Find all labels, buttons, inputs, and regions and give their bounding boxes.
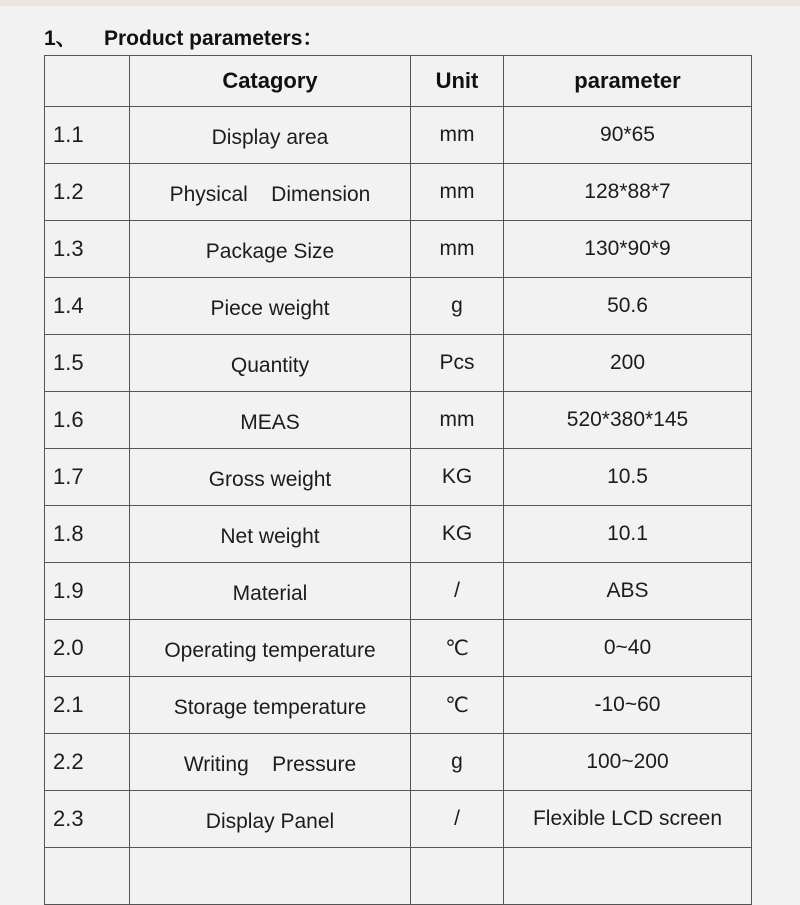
table-row xyxy=(45,278,752,335)
table-row xyxy=(45,791,752,848)
category-cell: MEAS xyxy=(130,392,411,449)
parameter-cell xyxy=(504,848,752,905)
parameter-cell: ABS xyxy=(504,563,752,620)
section-number: 1、 xyxy=(44,27,77,50)
unit-cell: mm xyxy=(411,107,504,164)
unit-cell: KG xyxy=(411,449,504,506)
table-header-row xyxy=(45,56,752,107)
row-number-cell: 1.9 xyxy=(45,563,130,620)
category-cell: Piece weight xyxy=(130,278,411,335)
unit-cell: / xyxy=(411,563,504,620)
unit-cell: ℃ xyxy=(411,677,504,734)
unit-cell: ℃ xyxy=(411,620,504,677)
table-row xyxy=(45,449,752,506)
table-row xyxy=(45,392,752,449)
row-number-cell: 2.2 xyxy=(45,734,130,791)
row-number-cell: 2.1 xyxy=(45,677,130,734)
table-row xyxy=(45,164,752,221)
row-number-cell xyxy=(45,848,130,905)
category-cell: Net weight xyxy=(130,506,411,563)
table-row xyxy=(45,107,752,164)
parameter-cell: 520*380*145 xyxy=(504,392,752,449)
category-cell xyxy=(130,848,411,905)
parameter-cell: 50.6 xyxy=(504,278,752,335)
unit-cell: / xyxy=(411,791,504,848)
category-cell: Operating temperature xyxy=(130,620,411,677)
table-row xyxy=(45,506,752,563)
parameter-cell: 90*65 xyxy=(504,107,752,164)
category-cell: Quantity xyxy=(130,335,411,392)
top-band xyxy=(0,0,800,6)
category-cell: Writing Pressure xyxy=(130,734,411,791)
table-row xyxy=(45,677,752,734)
parameter-cell: -10~60 xyxy=(504,677,752,734)
unit-cell: mm xyxy=(411,164,504,221)
row-number-cell: 2.0 xyxy=(45,620,130,677)
parameter-cell: 200 xyxy=(504,335,752,392)
parameter-cell: 100~200 xyxy=(504,734,752,791)
section-heading xyxy=(44,22,323,52)
parameter-cell: 130*90*9 xyxy=(504,221,752,278)
header-parameter: parameter xyxy=(504,56,752,107)
header-unit: Unit xyxy=(411,56,504,107)
parameter-cell: 128*88*7 xyxy=(504,164,752,221)
parameter-cell: 10.1 xyxy=(504,506,752,563)
category-cell: Package Size xyxy=(130,221,411,278)
row-number-cell: 1.1 xyxy=(45,107,130,164)
row-number-cell: 1.5 xyxy=(45,335,130,392)
category-cell: Gross weight xyxy=(130,449,411,506)
unit-cell: KG xyxy=(411,506,504,563)
row-number-cell: 1.4 xyxy=(45,278,130,335)
category-cell: Material xyxy=(130,563,411,620)
parameter-cell: Flexible LCD screen xyxy=(504,791,752,848)
parameter-cell: 0~40 xyxy=(504,620,752,677)
parameter-cell: 10.5 xyxy=(504,449,752,506)
table-row xyxy=(45,563,752,620)
row-number-cell: 2.3 xyxy=(45,791,130,848)
category-cell: Physical Dimension xyxy=(130,164,411,221)
row-number-cell: 1.6 xyxy=(45,392,130,449)
table-row xyxy=(45,734,752,791)
table-row xyxy=(45,620,752,677)
product-parameters-table xyxy=(44,55,752,905)
category-cell: Display Panel xyxy=(130,791,411,848)
unit-cell xyxy=(411,848,504,905)
table-row xyxy=(45,848,752,905)
unit-cell: mm xyxy=(411,392,504,449)
table-row xyxy=(45,335,752,392)
unit-cell: Pcs xyxy=(411,335,504,392)
header-category: Catagory xyxy=(130,56,411,107)
row-number-cell: 1.3 xyxy=(45,221,130,278)
header-no xyxy=(45,56,130,107)
table-body xyxy=(45,107,752,905)
category-cell: Display area xyxy=(130,107,411,164)
unit-cell: g xyxy=(411,278,504,335)
unit-cell: g xyxy=(411,734,504,791)
row-number-cell: 1.8 xyxy=(45,506,130,563)
unit-cell: mm xyxy=(411,221,504,278)
section-title: Product parameters： xyxy=(104,27,324,50)
table-row xyxy=(45,221,752,278)
row-number-cell: 1.2 xyxy=(45,164,130,221)
category-cell: Storage temperature xyxy=(130,677,411,734)
row-number-cell: 1.7 xyxy=(45,449,130,506)
